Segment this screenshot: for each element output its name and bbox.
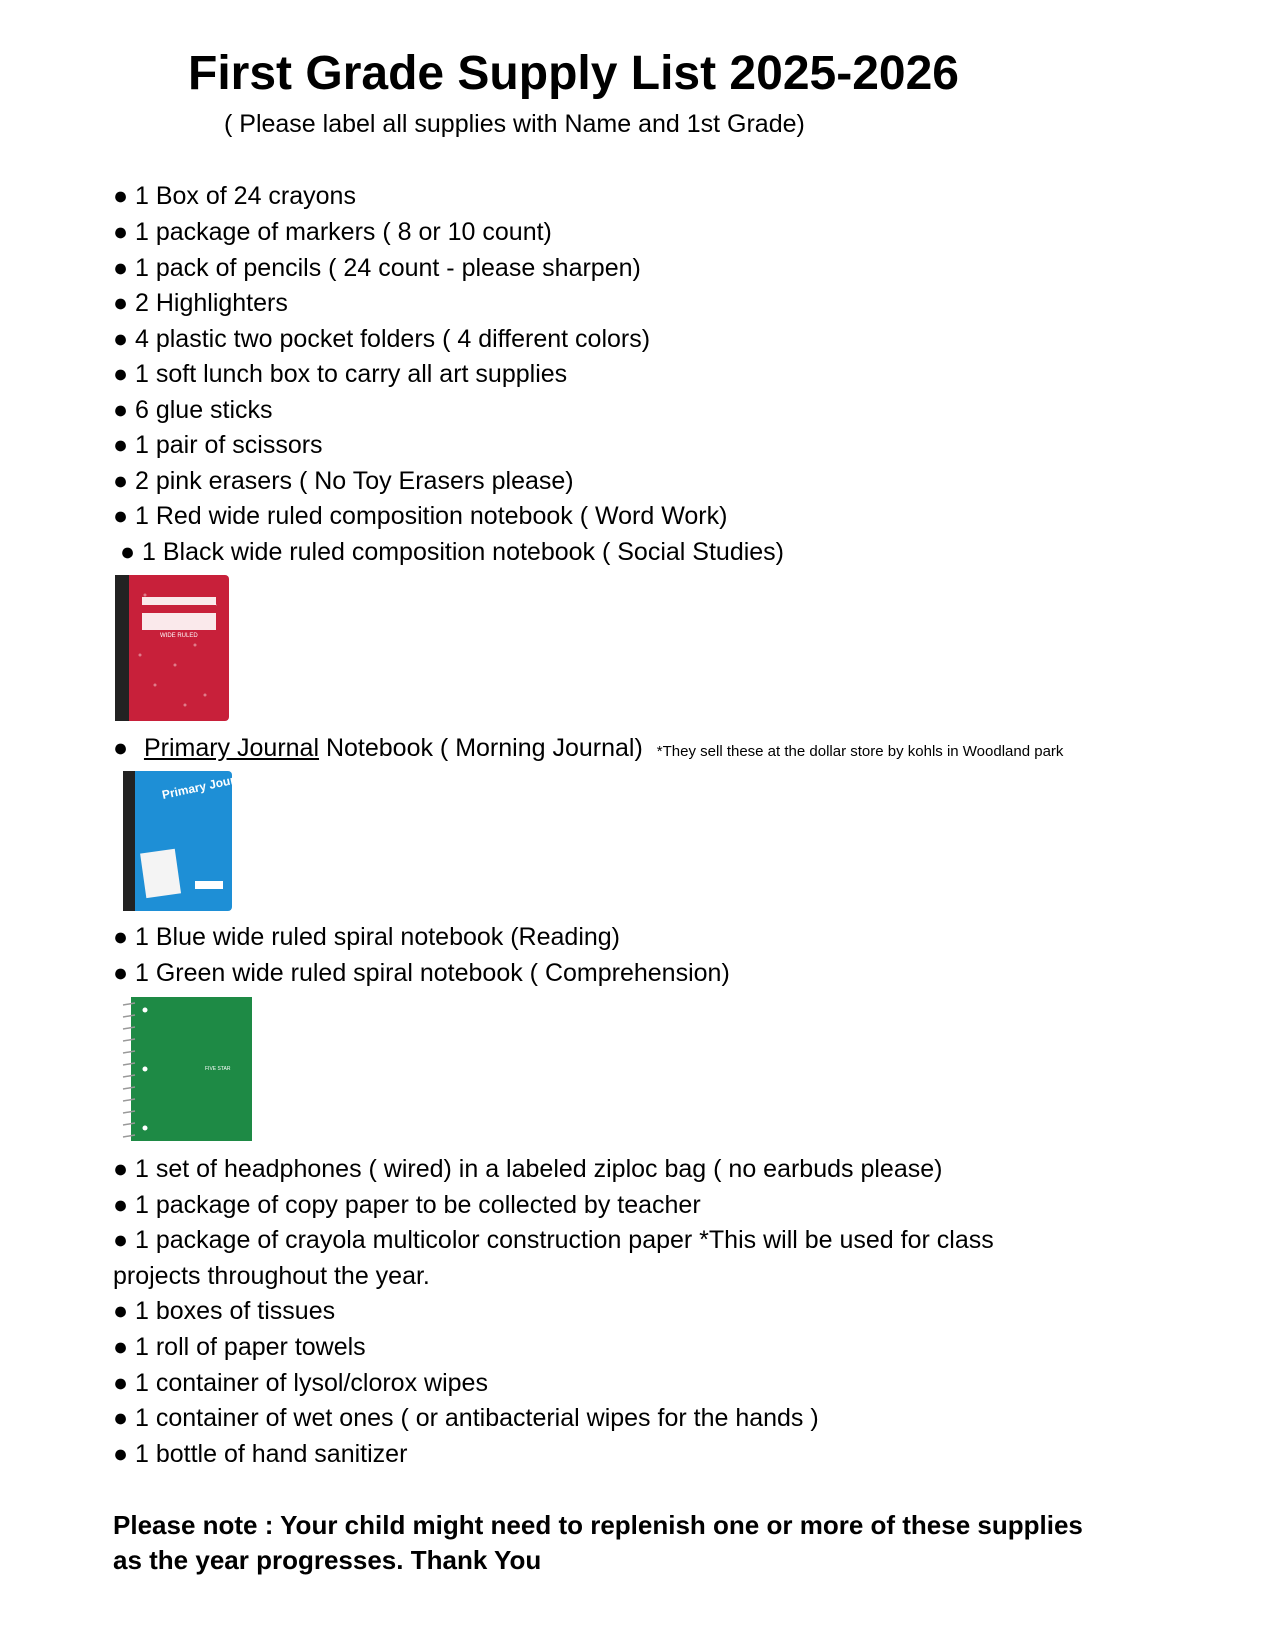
bullet-icon: ● bbox=[113, 254, 129, 282]
list-item bbox=[113, 253, 641, 283]
list-item bbox=[113, 430, 323, 460]
list-item-text: 1 Box of 24 crayons bbox=[135, 182, 356, 210]
bullet-icon: ● bbox=[113, 1191, 129, 1219]
bullet-icon: ● bbox=[113, 1297, 129, 1325]
footer-note-line-2: as the year progresses. Thank You bbox=[113, 1545, 542, 1575]
bullet-icon: ● bbox=[113, 959, 129, 987]
list-item bbox=[113, 466, 574, 496]
list-item-text: 2 Highlighters bbox=[135, 289, 288, 317]
list-item-text: 1 package of crayola multicolor construction paper *This will be used for class bbox=[135, 1226, 994, 1254]
list-item-text: 1 set of headphones ( wired) in a labeled ziploc bag ( no earbuds please) bbox=[135, 1155, 943, 1183]
list-item-text: 1 Red wide ruled composition notebook ( Word Work) bbox=[135, 502, 728, 530]
bullet-icon: ● bbox=[120, 538, 136, 566]
list-item-text: 1 package of copy paper to be collected by teacher bbox=[135, 1191, 701, 1219]
list-item bbox=[113, 1261, 430, 1291]
list-item bbox=[113, 1332, 366, 1362]
bullet-icon: ● bbox=[113, 182, 129, 210]
list-item-text: 1 roll of paper towels bbox=[135, 1333, 366, 1361]
list-item-text: 6 glue sticks bbox=[135, 396, 273, 424]
list-item bbox=[113, 1403, 819, 1433]
list-item-text: 1 Green wide ruled spiral notebook ( Comprehension) bbox=[135, 959, 730, 987]
list-item bbox=[113, 359, 567, 389]
list-item-text: projects throughout the year. bbox=[113, 1262, 430, 1290]
list-item bbox=[113, 395, 273, 425]
list-item bbox=[113, 1296, 335, 1326]
bullet-icon: ● bbox=[113, 734, 129, 762]
list-item bbox=[113, 922, 620, 952]
list-item bbox=[113, 181, 356, 211]
list-item bbox=[113, 1439, 407, 1469]
list-item-text: 1 boxes of tissues bbox=[135, 1297, 336, 1325]
bullet-icon: ● bbox=[113, 218, 129, 246]
list-item-primary-journal bbox=[113, 733, 1063, 767]
red-composition-notebook-image bbox=[115, 575, 229, 721]
bullet-icon: ● bbox=[113, 360, 129, 388]
list-item bbox=[113, 324, 650, 354]
list-item bbox=[113, 958, 730, 988]
list-item-text: 1 Blue wide ruled spiral notebook (Reading) bbox=[135, 923, 621, 951]
list-item bbox=[113, 217, 552, 247]
footer-note-line-1: Please note : Your child might need to replenish one or more of these supplies bbox=[113, 1510, 1083, 1540]
list-item-text: 4 plastic two pocket folders ( 4 different colors) bbox=[135, 325, 651, 353]
list-item-text: 1 container of lysol/clorox wipes bbox=[135, 1369, 488, 1397]
subtitle: ( Please label all supplies with Name and 1st Grade) bbox=[224, 110, 805, 138]
list-item bbox=[113, 1225, 994, 1255]
primary-journal-notebook-image bbox=[123, 769, 254, 911]
bullet-icon: ● bbox=[113, 1155, 129, 1183]
list-item-text: 1 package of markers ( 8 or 10 count) bbox=[135, 218, 552, 246]
bullet-icon: ● bbox=[113, 923, 129, 951]
list-item bbox=[113, 288, 288, 318]
bullet-icon: ● bbox=[113, 431, 129, 459]
red-notebook-label: WIDE RULED bbox=[160, 633, 198, 639]
bullet-icon: ● bbox=[113, 1369, 129, 1397]
list-item bbox=[113, 1190, 701, 1220]
bullet-icon: ● bbox=[113, 1404, 129, 1432]
list-item-text: 1 soft lunch box to carry all art supplies bbox=[135, 360, 568, 388]
bullet-icon: ● bbox=[113, 325, 129, 353]
bullet-icon: ● bbox=[113, 1333, 129, 1361]
list-item-text: 2 pink erasers ( No Toy Erasers please) bbox=[135, 467, 574, 495]
bullet-icon: ● bbox=[113, 396, 129, 424]
list-item-text: 1 pair of scissors bbox=[135, 431, 323, 459]
list-item-text: 1 container of wet ones ( or antibacterial wipes for the hands ) bbox=[135, 1404, 819, 1432]
list-item bbox=[113, 501, 727, 531]
green-spiral-notebook-image bbox=[123, 997, 252, 1141]
journal-text: Notebook ( Morning Journal) bbox=[319, 734, 643, 762]
bullet-icon: ● bbox=[113, 1440, 129, 1468]
page-title: First Grade Supply List 2025-2026 bbox=[188, 47, 959, 100]
list-item-text: 1 bottle of hand sanitizer bbox=[135, 1440, 408, 1468]
list-item bbox=[113, 1154, 942, 1184]
journal-cover-title: Primary Journal bbox=[160, 769, 254, 802]
list-item-text: 1 Black wide ruled composition notebook ( Social Studies) bbox=[142, 538, 785, 566]
bullet-icon: ● bbox=[113, 289, 129, 317]
primary-journal-link[interactable]: Primary Journal bbox=[143, 734, 320, 762]
bullet-icon: ● bbox=[113, 467, 129, 495]
dollar-store-note: *They sell these at the dollar store by kohls in Woodland park bbox=[656, 743, 1064, 760]
green-notebook-brand: FIVE STAR bbox=[205, 1066, 231, 1072]
bullet-icon: ● bbox=[113, 1226, 129, 1254]
list-item-text: 1 pack of pencils ( 24 count - please sharpen) bbox=[135, 254, 641, 282]
bullet-icon: ● bbox=[113, 502, 129, 530]
list-item bbox=[113, 1368, 488, 1398]
list-item bbox=[120, 537, 784, 567]
